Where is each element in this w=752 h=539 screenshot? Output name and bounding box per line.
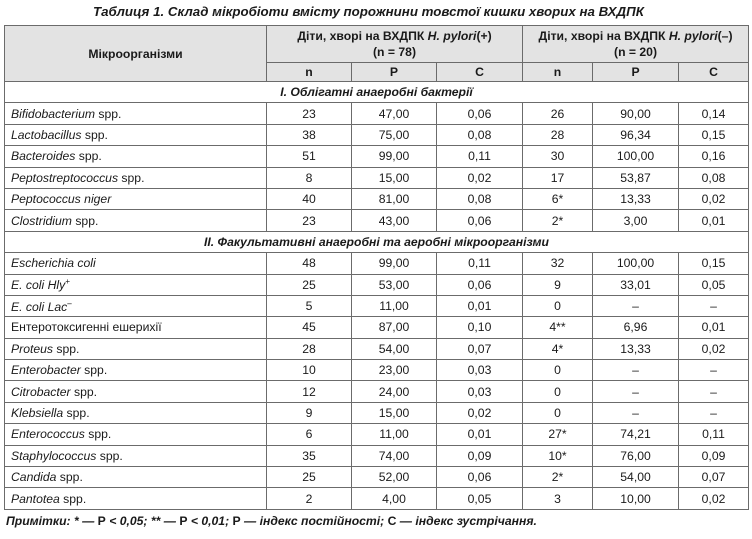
organism-name: Enterococcus spp. (5, 424, 267, 445)
organism-name: E. coli Lac– (5, 295, 267, 316)
cell-hp-neg-n: 30 (523, 146, 593, 167)
cell-hp-neg-c: – (679, 381, 749, 402)
organism-name: Staphylococcus spp. (5, 445, 267, 466)
cell-hp-pos-c: 0,01 (437, 295, 523, 316)
cell-hp-pos-p: 11,00 (352, 295, 437, 316)
table-row (5, 360, 749, 381)
cell-hp-pos-p: 24,00 (352, 381, 437, 402)
cell-hp-neg-p: 10,00 (593, 488, 679, 509)
cell-hp-pos-c: 0,08 (437, 124, 523, 145)
cell-hp-neg-c: 0,01 (679, 317, 749, 338)
cell-hp-neg-n: 28 (523, 124, 593, 145)
cell-hp-neg-n: 27* (523, 424, 593, 445)
cell-hp-neg-p: 100,00 (593, 253, 679, 274)
cell-hp-pos-n: 48 (267, 253, 352, 274)
cell-hp-neg-p: – (593, 360, 679, 381)
cell-hp-pos-c: 0,05 (437, 488, 523, 509)
microbiota-table (4, 25, 749, 510)
cell-hp-pos-c: 0,09 (437, 445, 523, 466)
cell-hp-pos-n: 25 (267, 274, 352, 295)
cell-hp-pos-p: 99,00 (352, 253, 437, 274)
cell-hp-neg-c: 0,07 (679, 467, 749, 488)
section-title: I. Облігатні анаеробні бактерії (5, 82, 749, 103)
cell-hp-pos-n: 45 (267, 317, 352, 338)
cell-hp-pos-c: 0,02 (437, 402, 523, 423)
header-group-hp-negative: Діти, хворі на ВХДПК H. pylori(–) (n = 20) (523, 26, 749, 63)
cell-hp-pos-p: 54,00 (352, 338, 437, 359)
cell-hp-neg-p: – (593, 402, 679, 423)
organism-name: Citrobacter spp. (5, 381, 267, 402)
cell-hp-neg-p: 54,00 (593, 467, 679, 488)
cell-hp-neg-n: 0 (523, 295, 593, 316)
cell-hp-pos-p: 43,00 (352, 210, 437, 231)
table-row (5, 103, 749, 124)
table-row (5, 381, 749, 402)
cell-hp-pos-p: 4,00 (352, 488, 437, 509)
cell-hp-pos-p: 11,00 (352, 424, 437, 445)
table-row (5, 146, 749, 167)
cell-hp-pos-c: 0,06 (437, 210, 523, 231)
table-footnote: Примітки: * — P < 0,05; ** — P < 0,01; P — індекс постійності; C — індекс зустрічання. (6, 514, 537, 528)
table-row (5, 424, 749, 445)
cell-hp-pos-p: 81,00 (352, 188, 437, 209)
cell-hp-neg-n: 32 (523, 253, 593, 274)
subheader-n: n (523, 63, 593, 82)
cell-hp-pos-n: 12 (267, 381, 352, 402)
cell-hp-pos-c: 0,02 (437, 167, 523, 188)
cell-hp-neg-c: – (679, 360, 749, 381)
organism-name: Klebsiella spp. (5, 402, 267, 423)
organism-name: Pantotea spp. (5, 488, 267, 509)
cell-hp-neg-c: 0,11 (679, 424, 749, 445)
organism-name: Enterobacter spp. (5, 360, 267, 381)
cell-hp-pos-p: 52,00 (352, 467, 437, 488)
cell-hp-neg-p: 96,34 (593, 124, 679, 145)
cell-hp-neg-p: – (593, 295, 679, 316)
cell-hp-neg-p: 13,33 (593, 188, 679, 209)
table-body (5, 82, 749, 510)
table-row (5, 445, 749, 466)
cell-hp-neg-c: 0,08 (679, 167, 749, 188)
table-row (5, 274, 749, 295)
cell-hp-pos-n: 8 (267, 167, 352, 188)
cell-hp-pos-p: 87,00 (352, 317, 437, 338)
table-row (5, 124, 749, 145)
header-group-hp-positive: Діти, хворі на ВХДПК H. pylori(+) (n = 78) (267, 26, 523, 63)
organism-name: Escherichia coli (5, 253, 267, 274)
cell-hp-neg-c: 0,15 (679, 253, 749, 274)
cell-hp-pos-p: 47,00 (352, 103, 437, 124)
cell-hp-pos-c: 0,03 (437, 360, 523, 381)
cell-hp-neg-c: 0,05 (679, 274, 749, 295)
subheader-c: C (437, 63, 523, 82)
organism-name: Proteus spp. (5, 338, 267, 359)
cell-hp-pos-c: 0,10 (437, 317, 523, 338)
cell-hp-pos-p: 23,00 (352, 360, 437, 381)
cell-hp-neg-n: 26 (523, 103, 593, 124)
cell-hp-neg-n: 4* (523, 338, 593, 359)
cell-hp-neg-p: 3,00 (593, 210, 679, 231)
cell-hp-neg-n: 17 (523, 167, 593, 188)
cell-hp-neg-n: 4** (523, 317, 593, 338)
cell-hp-pos-c: 0,08 (437, 188, 523, 209)
table-row (5, 338, 749, 359)
cell-hp-pos-c: 0,07 (437, 338, 523, 359)
cell-hp-pos-c: 0,11 (437, 146, 523, 167)
cell-hp-neg-p: 13,33 (593, 338, 679, 359)
cell-hp-pos-p: 99,00 (352, 146, 437, 167)
cell-hp-neg-p: 33,01 (593, 274, 679, 295)
cell-hp-pos-n: 5 (267, 295, 352, 316)
cell-hp-pos-c: 0,01 (437, 424, 523, 445)
cell-hp-neg-c: 0,14 (679, 103, 749, 124)
cell-hp-pos-c: 0,11 (437, 253, 523, 274)
organism-name: Bacteroides spp. (5, 146, 267, 167)
cell-hp-neg-c: 0,09 (679, 445, 749, 466)
cell-hp-neg-c: 0,02 (679, 488, 749, 509)
cell-hp-neg-c: – (679, 295, 749, 316)
table-caption: Таблиця 1. Склад мікробіоти вмісту порожнини товстої кишки хворих на ВХДПК (93, 4, 644, 19)
organism-name: Candida spp. (5, 467, 267, 488)
cell-hp-pos-n: 10 (267, 360, 352, 381)
cell-hp-neg-c: – (679, 402, 749, 423)
cell-hp-pos-n: 38 (267, 124, 352, 145)
cell-hp-neg-n: 10* (523, 445, 593, 466)
subheader-n: n (267, 63, 352, 82)
organism-name: Clostridium spp. (5, 210, 267, 231)
cell-hp-neg-n: 0 (523, 381, 593, 402)
cell-hp-neg-n: 0 (523, 360, 593, 381)
cell-hp-neg-p: 100,00 (593, 146, 679, 167)
table-row (5, 188, 749, 209)
section-row (5, 231, 749, 252)
cell-hp-pos-n: 2 (267, 488, 352, 509)
organism-name: E. coli Hly+ (5, 274, 267, 295)
cell-hp-neg-n: 3 (523, 488, 593, 509)
cell-hp-pos-n: 23 (267, 103, 352, 124)
table-row (5, 210, 749, 231)
cell-hp-pos-p: 75,00 (352, 124, 437, 145)
table-row (5, 467, 749, 488)
organism-name: Bifidobacterium spp. (5, 103, 267, 124)
cell-hp-pos-n: 25 (267, 467, 352, 488)
cell-hp-neg-p: 74,21 (593, 424, 679, 445)
table-row (5, 402, 749, 423)
cell-hp-neg-p: 90,00 (593, 103, 679, 124)
cell-hp-neg-n: 0 (523, 402, 593, 423)
table-row (5, 295, 749, 316)
table-row (5, 167, 749, 188)
organism-name: Ентеротоксигенні ешерихії (5, 317, 267, 338)
cell-hp-neg-n: 9 (523, 274, 593, 295)
table-row (5, 488, 749, 509)
subheader-p: P (352, 63, 437, 82)
cell-hp-neg-c: 0,15 (679, 124, 749, 145)
cell-hp-neg-n: 2* (523, 467, 593, 488)
table-row (5, 253, 749, 274)
cell-hp-neg-c: 0,02 (679, 188, 749, 209)
cell-hp-neg-c: 0,01 (679, 210, 749, 231)
cell-hp-pos-p: 15,00 (352, 167, 437, 188)
cell-hp-pos-n: 51 (267, 146, 352, 167)
organism-name: Lactobacillus spp. (5, 124, 267, 145)
cell-hp-neg-p: 53,87 (593, 167, 679, 188)
cell-hp-pos-c: 0,06 (437, 467, 523, 488)
header-microorganisms: Мікроорганізми (5, 26, 267, 82)
cell-hp-pos-n: 35 (267, 445, 352, 466)
cell-hp-pos-n: 9 (267, 402, 352, 423)
cell-hp-neg-p: – (593, 381, 679, 402)
cell-hp-pos-p: 15,00 (352, 402, 437, 423)
cell-hp-pos-n: 28 (267, 338, 352, 359)
cell-hp-pos-n: 6 (267, 424, 352, 445)
cell-hp-neg-c: 0,16 (679, 146, 749, 167)
table-row (5, 317, 749, 338)
organism-name: Peptococcus niger (5, 188, 267, 209)
cell-hp-neg-p: 76,00 (593, 445, 679, 466)
cell-hp-pos-c: 0,06 (437, 274, 523, 295)
cell-hp-pos-n: 23 (267, 210, 352, 231)
cell-hp-pos-n: 40 (267, 188, 352, 209)
section-title: II. Факультативні анаеробні та аеробні мікроорганізми (5, 231, 749, 252)
cell-hp-pos-p: 53,00 (352, 274, 437, 295)
cell-hp-neg-c: 0,02 (679, 338, 749, 359)
subheader-p: P (593, 63, 679, 82)
cell-hp-pos-p: 74,00 (352, 445, 437, 466)
cell-hp-neg-p: 6,96 (593, 317, 679, 338)
subheader-c: C (679, 63, 749, 82)
organism-name: Peptostreptococcus spp. (5, 167, 267, 188)
cell-hp-neg-n: 6* (523, 188, 593, 209)
section-row (5, 82, 749, 103)
cell-hp-neg-n: 2* (523, 210, 593, 231)
cell-hp-pos-c: 0,06 (437, 103, 523, 124)
cell-hp-pos-c: 0,03 (437, 381, 523, 402)
